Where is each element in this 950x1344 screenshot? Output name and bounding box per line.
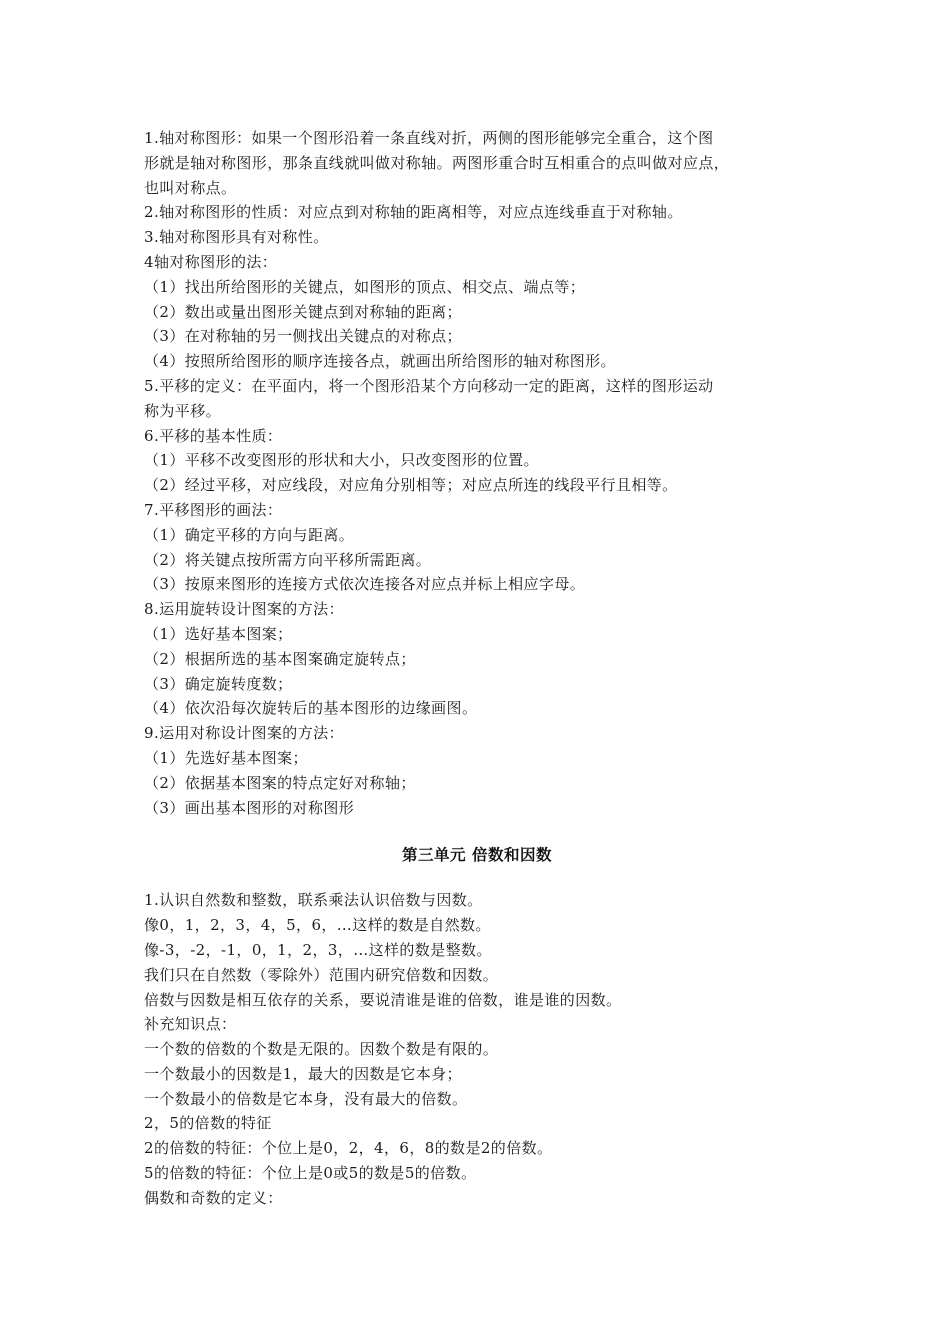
text-line: 一个数最小的倍数是它本身，没有最大的倍数。	[144, 1089, 468, 1108]
section-spacer	[144, 820, 810, 842]
text-line: 2的倍数的特征：个位上是0，2，4，6，8的数是2的倍数。	[144, 1139, 553, 1158]
text-line: （2）依据基本图案的特点定好对称轴；	[144, 773, 416, 792]
text-line: （3）按原来图形的连接方式依次连接各对应点并标上相应字母。	[144, 575, 586, 594]
text-line: 9.运用对称设计图案的方法：	[144, 724, 344, 743]
text-line: （3）在对称轴的另一侧找出关键点的对称点；	[144, 327, 462, 346]
text-line: 2.轴对称图形的性质：对应点到对称轴的距离相等，对应点连线垂直于对称轴。	[144, 203, 683, 222]
text-line: 8.运用旋转设计图案的方法：	[144, 600, 344, 619]
text-line: 5的倍数的特征：个位上是0或5的数是5的倍数。	[144, 1164, 477, 1183]
text-line: 5.平移的定义：在平面内，将一个图形沿某个方向移动一定的距离，这样的图形运动	[144, 376, 714, 395]
text-line: 也叫对称点。	[144, 178, 237, 197]
text-line: （1）先选好基本图案；	[144, 748, 308, 767]
text-line: 我们只在自然数（零除外）范围内研究倍数和因数。	[144, 965, 499, 984]
text-line: 形就是轴对称图形，那条直线就叫做对称轴。两图形重合时互相重合的点叫做对应点，	[144, 153, 730, 172]
text-line: （2）将关键点按所需方向平移所需距离。	[144, 550, 432, 569]
text-line: 像-3，-2，-1，0，1，2，3，…这样的数是整数。	[144, 940, 492, 959]
text-line: （4）依次沿每次旋转后的基本图形的边缘画图。	[144, 699, 478, 718]
text-line: （3）画出基本图形的对称图形	[144, 798, 355, 817]
text-line: 1.认识自然数和整数，联系乘法认识倍数与因数。	[144, 891, 483, 910]
section-spacer	[144, 868, 810, 888]
text-line: 1.轴对称图形：如果一个图形沿着一条直线对折，两侧的图形能够完全重合，这个图	[144, 129, 714, 147]
part2-lines	[144, 888, 810, 1210]
text-line: （4）按照所给图形的顺序连接各点，就画出所给图形的轴对称图形。	[144, 352, 616, 371]
text-line: 7.平移图形的画法：	[144, 500, 283, 519]
text-line: 称为平移。	[144, 401, 222, 420]
text-line: （3）确定旋转度数；	[144, 674, 293, 693]
text-line: 3.轴对称图形具有对称性。	[144, 228, 329, 247]
part1-lines	[144, 126, 810, 820]
text-line: 2，5的倍数的特征	[144, 1114, 272, 1133]
text-line: （2）根据所选的基本图案确定旋转点；	[144, 649, 416, 668]
text-line: （2）经过平移，对应线段，对应角分别相等；对应点所连的线段平行且相等。	[144, 476, 678, 495]
section-title: 第三单元 倍数和因数	[402, 846, 552, 865]
text-line: 一个数最小的因数是1，最大的因数是它本身；	[144, 1064, 462, 1083]
text-line: （1）确定平移的方向与距离。	[144, 525, 355, 544]
text-line: （1）找出所给图形的关键点，如图形的顶点、相交点、端点等；	[144, 277, 586, 296]
text-line: 倍数与因数是相互依存的关系，要说清谁是谁的倍数，谁是谁的因数。	[144, 990, 622, 1009]
text-line: 像0，1，2，3，4，5，6，…这样的数是自然数。	[144, 916, 491, 935]
text-line: 偶数和奇数的定义：	[144, 1188, 283, 1207]
text-line: 补充知识点：	[144, 1015, 237, 1034]
text-line: 6.平移的基本性质：	[144, 426, 283, 445]
text-line: （1）选好基本图案；	[144, 624, 293, 643]
text-line: 4轴对称图形的法：	[144, 252, 278, 271]
text-line: （1）平移不改变图形的形状和大小，只改变图形的位置。	[144, 451, 539, 470]
text-line: 一个数的倍数的个数是无限的。因数个数是有限的。	[144, 1040, 499, 1059]
text-line: （2）数出或量出图形关键点到对称轴的距离；	[144, 302, 462, 321]
document-body	[144, 126, 810, 1211]
